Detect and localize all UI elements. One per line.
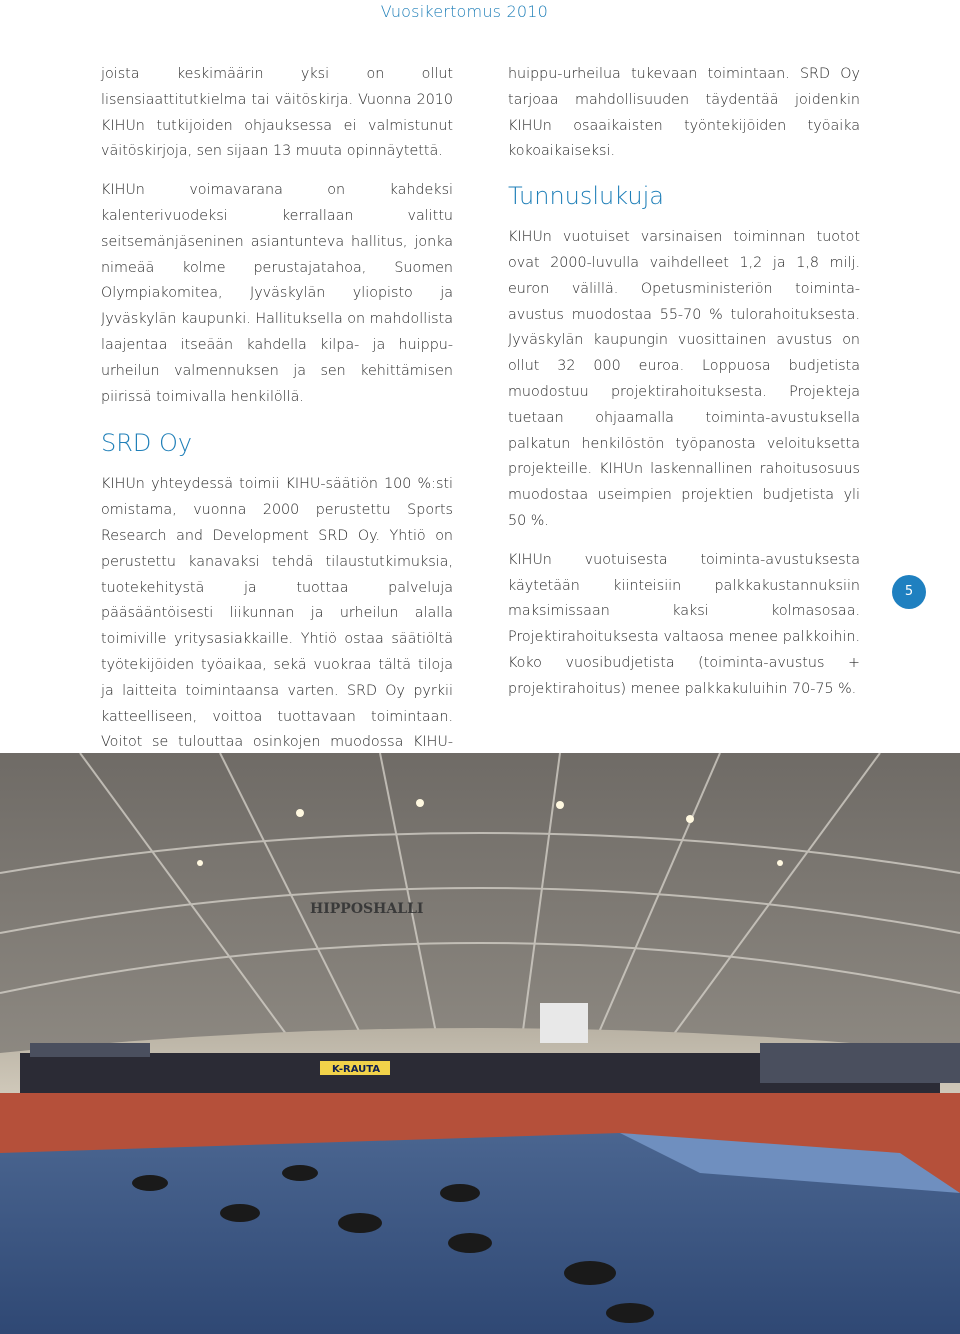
right-intro-paragraph: huippu-urheilua tukevaan toimintaan. SRD Oy tarjoaa mahdollisuuden täydentää joidenkin KIHUn osaaikaisten työntekijöiden työaika kokoaikaiseksi. (508, 66, 860, 160)
running-header-title: Vuosikertomus 2010 (380, 2, 548, 21)
hall-sign-text: HIPPOSHALLI (310, 901, 424, 917)
right-paragraph-2: KIHUn vuotuisesta toiminta-avustuksesta käytetään kiinteisiin palkkakustannuksiin maksimissaan kaksi kolmasosaa. Projektirahoituksesta valtaosa menee palkkoihin. Koko vuosibudjetista (toiminta-avustus + projektirahoitus) menee palkkakuluihin 70-75 %. (508, 551, 860, 697)
sports-hall-photo (0, 753, 960, 1334)
page-header (0, 0, 960, 34)
left-paragraph-2: KIHUn voimavarana on kahdeksi kalenterivuodeksi kerrallaan valittu seitsemänjäseninen asiantunteva hallitus, jonka nimeää kolme perustajatahoa, Suomen Olympiakomitea, Jyväskylän yliopisto ja Jyväskylän kaupunki. Hallituksella on mahdollista laajentaa itseään kahdella kilpa- ja huippu-urheilun valmennuksen ja sen kehittämisen piirissä toimivalla henkilöllä. (101, 182, 453, 405)
right-column (508, 62, 860, 716)
srd-paragraph: KIHUn yhteydessä toimii KIHU-säätiön 100 %:sti omistama, vuonna 2000 perustettu Sports Research and Development SRD Oy. Yhtiö on perustettu kanavaksi tehdä tilaustutkimuksia, tuotekehitystä ja tuottaa palveluja pääsääntöisesti liikunnan ja urheilun alalla toimiville yritysasiakkaille. Yhtiö ostaa säätiöltä työtekijöiden työaikaa, sekä vuokraa tältä tiloja ja laitteita toimintaansa varten. SRD Oy pyrkii katteelliseen, voittoa tuottavaan toimintaan. Voitot se tulouttaa osinkojen muodossa KIHU- (101, 476, 453, 751)
page-number-badge: 5 (892, 575, 926, 609)
section-heading-srd: SRD Oy (101, 429, 193, 458)
section-heading-tunnuslukuja: Tunnuslukuja (508, 182, 664, 211)
banner-text: K-RAUTA (332, 1064, 381, 1075)
right-paragraph-1: KIHUn vuotuiset varsinaisen toiminnan tuotot ovat 2000-luvulla vaihdelleet 1,2 ja 1,8 milj. euron välillä. Opetusministeriön toiminta-avustus muodostaa 55-70 % tulorahoituksesta. Jyväskylän kaupungin vuosittainen avustus on ollut 32 000 euroa. Loppuosa budjetista muodostuu projektirahoituksesta. Projekteja tuetaan ohjaamalla toiminta-avustuksella palkatun henkilöstön työpanosta veloituksetta projekteille. KIHUn laskennallinen rahoitusosuus muodostaa useimpien projektien budjetista yli 50 %. (508, 229, 860, 529)
left-paragraph-1: joista keskimäärin yksi on ollut lisensiaattitutkielma tai väitöskirja. Vuonna 2010 KIHUn tutkijoiden ohjauksessa ei valmistunut väitöskirjoja, sen sijaan 13 muuta opinnäytettä. (101, 66, 453, 160)
left-column (101, 62, 453, 795)
